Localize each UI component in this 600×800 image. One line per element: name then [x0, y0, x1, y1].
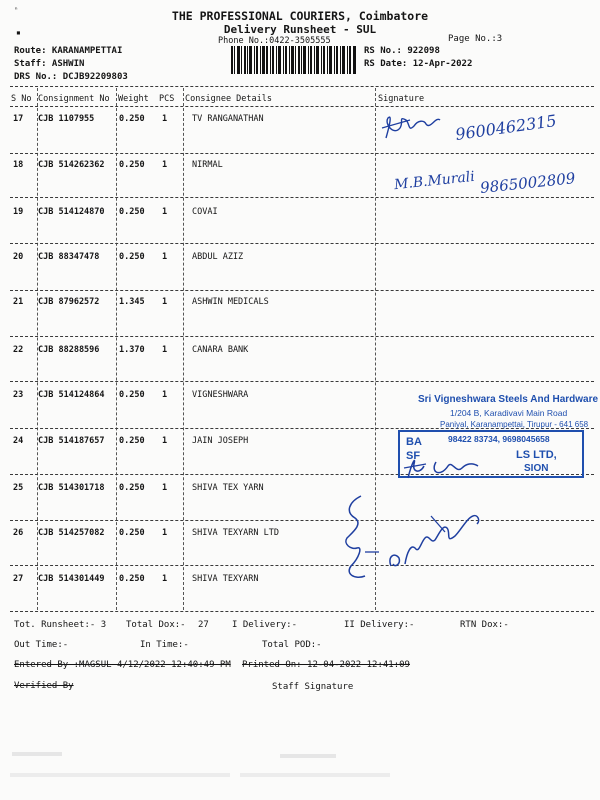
row-consignee: ASHWIN MEDICALS: [192, 297, 269, 307]
col-header-sno: S No: [11, 94, 32, 104]
row-consignment: CJB 88347478: [38, 252, 100, 262]
row-weight: 0.250: [119, 390, 145, 400]
row-consignment: CJB 88288596: [38, 345, 100, 355]
row-sno: 19: [13, 207, 24, 217]
bleed-through-mark: [12, 752, 62, 756]
row-rule: [10, 290, 594, 291]
signature-row-24: [400, 452, 490, 482]
row-weight: 0.250: [119, 574, 145, 584]
phone-number: Phone No.:0422-3505555: [218, 36, 331, 46]
col-header-weight: Weight: [118, 94, 149, 104]
in-time: In Time:-: [140, 640, 189, 650]
entered-by: Entered By :MAGSUL 4/12/2022 12:40:49 PM: [14, 660, 231, 670]
route: Route: KARANAMPETTAI: [14, 46, 123, 56]
row-sno: 26: [13, 528, 24, 538]
company-title: THE PROFESSIONAL COURIERS, Coimbatore: [171, 9, 429, 23]
bleed-through-mark: [280, 754, 336, 758]
row-weight: 0.250: [119, 436, 145, 446]
row-sno: 23: [13, 390, 24, 400]
i-delivery: I Delivery:-: [232, 620, 298, 630]
row-pcs: 1: [162, 528, 168, 538]
staff: Staff: ASHWIN: [14, 59, 85, 69]
row-consignee: SHIVA TEX YARN: [192, 483, 264, 493]
row-pcs: 1: [162, 252, 168, 262]
row-sno: 27: [13, 574, 24, 584]
row-pcs: 1: [162, 297, 168, 307]
header-bottom-rule: [10, 106, 594, 107]
row-consignment: CJB 514301449: [38, 574, 105, 584]
handwritten-phone-18: 9865002809: [479, 169, 577, 197]
row-rule: [10, 565, 594, 566]
row-weight: 1.370: [119, 345, 145, 355]
total-runsheet: Tot. Runsheet:- 3: [14, 620, 107, 630]
row-sno: 22: [13, 345, 24, 355]
verified-by: Verified By: [14, 681, 74, 691]
row-consignee: SHIVA TEXYARN LTD: [192, 528, 279, 538]
row-rule: [10, 336, 594, 337]
row-rule: [10, 520, 594, 521]
row-weight: 1.345: [119, 297, 145, 307]
handwritten-phone-17: 9600462315: [454, 111, 558, 144]
col-divider: [116, 88, 117, 610]
barcode: [231, 46, 356, 74]
stamp-phone: 98422 83734, 9698045658: [448, 434, 550, 444]
printed-on: Printed On: 12-04-2022 12:41:09: [242, 660, 410, 670]
row-sno: 18: [13, 160, 24, 170]
row-pcs: 1: [162, 390, 168, 400]
stamp-letters-sf: SF: [406, 450, 421, 462]
row-consignment: CJB 514257082: [38, 528, 105, 538]
runsheet-subtitle: Delivery Runsheet - SUL: [223, 23, 377, 36]
stamp-ltd: LS LTD,: [516, 449, 557, 461]
row-consignee: COVAI: [192, 207, 218, 217]
row-rule: [10, 153, 594, 154]
drs-number: DRS No.: DCJB92209803: [14, 72, 128, 82]
row-consignee: SHIVA TEXYARN: [192, 574, 259, 584]
col-header-consignee: Consignee Details: [185, 94, 272, 104]
row-pcs: 1: [162, 574, 168, 584]
stamp-company-name: Sri Vigneshwara Steels And Hardware: [418, 394, 599, 405]
signature-rows-25-27: [335, 488, 495, 584]
col-header-consignment: Consignment No: [38, 94, 110, 104]
row-consignee: CANARA BANK: [192, 345, 249, 355]
stamp-address-1: 1/204 B, Karadivavi Main Road: [450, 408, 568, 418]
bleed-through-mark: [240, 773, 390, 777]
row-weight: 0.250: [119, 483, 145, 493]
row-weight: 0.250: [119, 207, 145, 217]
row-consignment: CJB 514124864: [38, 390, 105, 400]
rs-number: RS No.: 922098: [364, 46, 440, 56]
row-rule: [10, 381, 594, 382]
stamp-address-2: Paniyal, Karanampettai, Tirupur - 641 658: [440, 420, 589, 429]
row-weight: 0.250: [119, 528, 145, 538]
handwritten-name-18: M.B.Murali: [393, 168, 476, 194]
row-sno: 25: [13, 483, 24, 493]
stamp-sion: SION: [524, 463, 549, 474]
row-consignee: VIGNESHWARA: [192, 390, 249, 400]
row-consignee: ABDUL AZIZ: [192, 252, 244, 262]
out-time: Out Time:-: [14, 640, 69, 650]
page-number: Page No.:3: [448, 34, 503, 44]
col-divider: [183, 88, 184, 610]
row-consignment: CJB 514301718: [38, 483, 105, 493]
total-dox-value: 27: [198, 620, 209, 630]
row-pcs: 1: [162, 114, 168, 124]
rs-date: RS Date: 12-Apr-2022: [364, 59, 473, 69]
row-sno: 20: [13, 252, 24, 262]
row-rule: [10, 197, 594, 198]
row-pcs: 1: [162, 483, 168, 493]
row-consignment: CJB 514262362: [38, 160, 105, 170]
row-sno: 24: [13, 436, 24, 446]
row-rule: [10, 611, 594, 612]
rtn-dox: RTN Dox:-: [460, 620, 509, 630]
total-pod: Total POD:-: [262, 640, 322, 650]
row-sno: 21: [13, 297, 24, 307]
row-pcs: 1: [162, 436, 168, 446]
row-consignment: CJB 514187657: [38, 436, 105, 446]
stamp-letters-ba: BA: [406, 436, 422, 448]
row-pcs: 1: [162, 160, 168, 170]
staff-signature: Staff Signature: [272, 682, 354, 692]
top-left-mark: ⁿ: [14, 6, 19, 14]
bleed-through-mark: [10, 773, 230, 777]
row-consignment: CJB 514124870: [38, 207, 105, 217]
row-consignee: JAIN JOSEPH: [192, 436, 249, 446]
row-consignment: CJB 87962572: [38, 297, 100, 307]
row-rule: [10, 243, 594, 244]
col-header-pcs: PCS: [159, 94, 175, 104]
row-weight: 0.250: [119, 160, 145, 170]
row-weight: 0.250: [119, 252, 145, 262]
header-top-rule: [10, 86, 594, 87]
ii-delivery: II Delivery:-: [344, 620, 415, 630]
col-header-signature: Signature: [378, 94, 425, 104]
row-consignee: TV RANGANATHAN: [192, 114, 264, 124]
row-weight: 0.250: [119, 114, 145, 124]
row-pcs: 1: [162, 345, 168, 355]
row-consignment: CJB 1107955: [38, 114, 95, 124]
total-dox-label: Total Dox:-: [126, 620, 186, 630]
row-consignee: NIRMAL: [192, 160, 223, 170]
row-sno: 17: [13, 114, 24, 124]
row-pcs: 1: [162, 207, 168, 217]
top-left-mark-2: ▪: [16, 28, 21, 37]
